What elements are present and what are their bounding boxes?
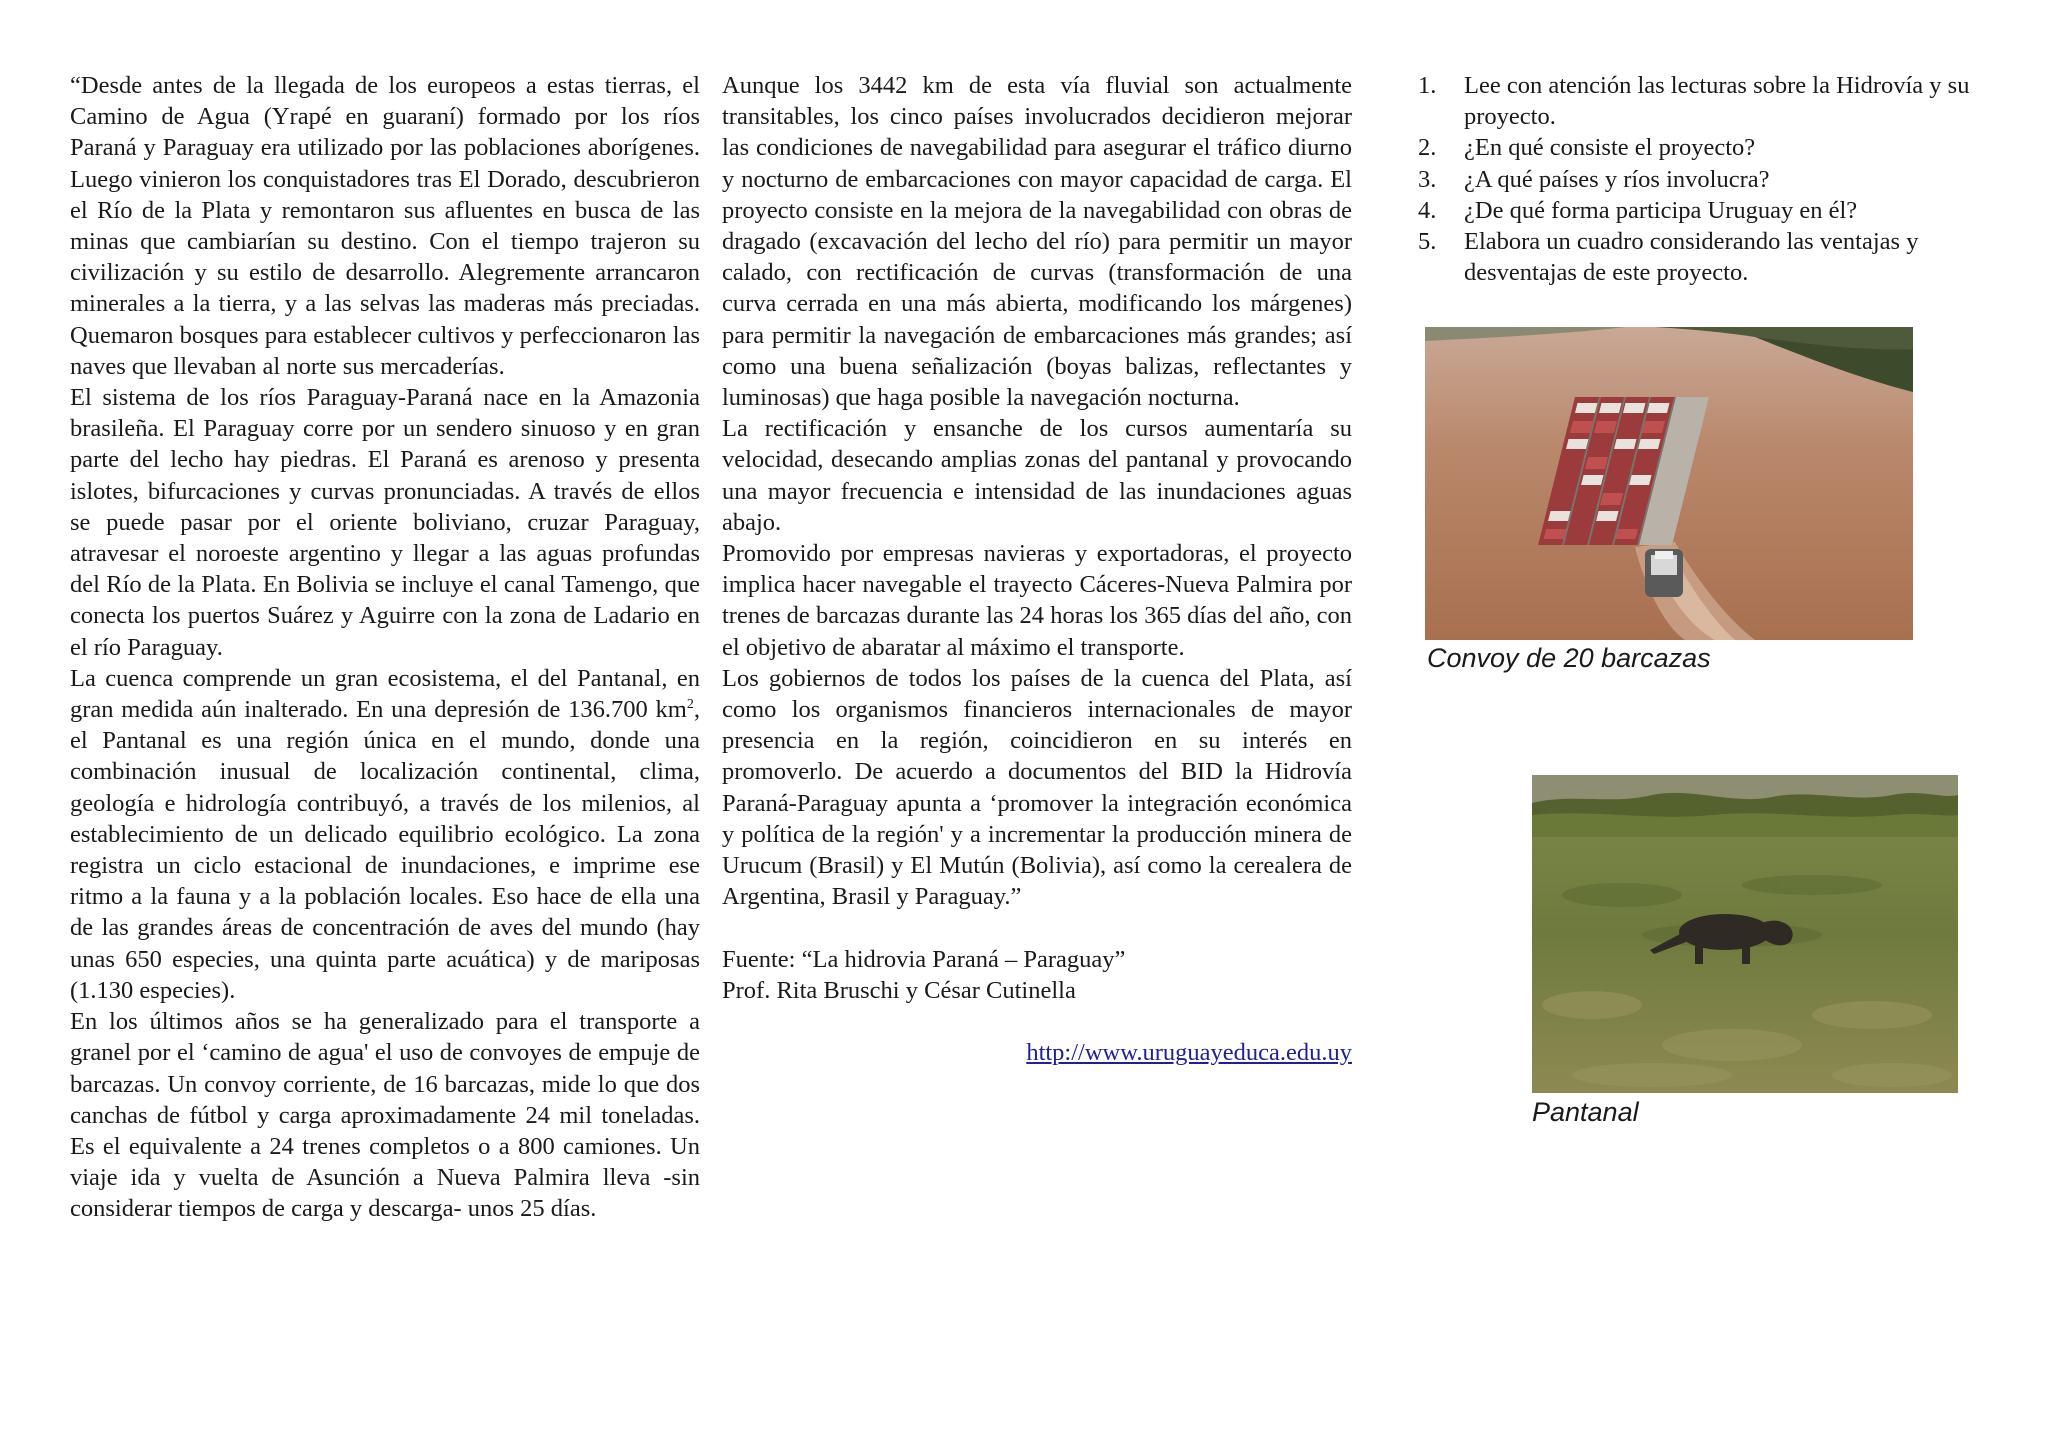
paragraph-river-system: El sistema de los ríos Paraguay-Paraná nace en la Amazonia brasileña. El Paraguay corre por un sendero sinuoso y en gran parte del lecho hay piedras. El Paraná es arenoso y presenta islotes, bifurcaciones y curvas pronunciadas. A través de ellos se puede pasar por el oriente boliviano, cruzar Paraguay, atravesar el noroeste argentino y llegar a las aguas profundas del Río de la Plata. En Bolivia se incluye el canal Tamengo, que conecta los puertos Suárez y Aguirre con la zona de Ladario en el río Paraguay. [70,384,700,661]
question-number: 5. [1418,228,1437,256]
spacer [722,912,1352,943]
pantanal-photo [1532,775,1958,1093]
superscript-squared: 2 [686,696,694,712]
paragraph-pantanal-part1: La cuenca comprende un gran ecosistema, el del Pantanal, en gran medida aún inalterado. En una depresión de 136.700 km [70,664,700,724]
question-item [1418,70,2018,132]
question-number: 2. [1418,134,1437,162]
paragraph-convoys: En los últimos años se ha generalizado para el transporte a granel por el ‘camino de agua' el uso de convoyes de empuje de barcazas. Un convoy corriente, de 16 barcazas, mide lo que dos canchas de fútbol y carga aproximadamente 24 mil toneladas. Es el equivalente a 24 trenes completos o a 800 camiones. Un viaje ida y vuelta de Asunción a Nueva Palmira lleva -sin considerar tiempos de carga y descarga- unos 25 días. [70,1008,700,1223]
convoy-illustration [1425,327,1913,640]
spacer [722,1006,1352,1037]
question-item [1418,226,2018,288]
source-link[interactable]: http://www.uruguayeduca.edu.uy [1026,1039,1352,1067]
question-number: 3. [1418,165,1437,193]
pantanal-illustration [1532,775,1958,1093]
source-authors: Prof. Rita Bruschi y César Cutinella [722,976,1076,1004]
question-text: ¿A qué países y ríos involucra? [1464,165,1770,193]
question-text: Lee con atención las lecturas sobre la Hidrovía y su proyecto. [1464,72,1970,131]
text-column-1 [70,70,700,1225]
paragraph-intro: “Desde antes de la llegada de los europeos a estas tierras, el Camino de Agua (Yrapé en guaraní) formado por los ríos Paraná y Paraguay era utilizado por las poblaciones aborígenes. Luego vinieron los conquistadores tras El Dorado, descubrieron el Río de la Plata y remontaron sus afluentes en busca de las minas que cambiarían su destino. Con el tiempo trajeron su civilización y su estilo de desarrollo. Alegremente arrancaron minerales a la tierra, y a las selvas las maderas más preciadas. Quemaron bosques para establecer cultivos y perfeccionaron las naves que llevaban al norte sus mercaderías. [70,72,700,380]
question-item [1418,195,2018,226]
pantanal-caption: Pantanal [1532,1097,1639,1127]
question-number: 1. [1418,72,1437,99]
questions-list [1418,70,2018,288]
source-link-line [722,1037,1352,1068]
convoy-caption: Convoy de 20 barcazas [1427,643,1711,673]
question-text: Elabora un cuadro considerando las ventajas y desventajas de este proyecto. [1464,228,1919,287]
question-text: ¿En qué consiste el proyecto? [1464,134,1756,162]
question-text: ¿De qué forma participa Uruguay en él? [1464,196,1858,224]
question-item [1418,132,2018,163]
paragraph-pantanal [70,663,700,1006]
convoy-photo [1425,327,1913,640]
paragraph-navigability: Aunque los 3442 km de esta vía fluvial son actualmente transitables, los cinco países involucrados decidieron mejorar las condiciones de navegabilidad para asegurar el tráfico diurno y nocturno de embarcaciones con mayor capacidad de carga. El proyecto consiste en la mejora de la navegabilidad con obras de dragado (excavación del lecho del río) para permitir un mayor calado, con rectificación de curvas (transformación de una curva cerrada en una más abierta, modificando los márgenes) para permitir la navegación de embarcaciones más grandes; así como una buena señalización (boyas balizas, reflectantes y luminosas) que haga posible la navegación nocturna. [722,72,1352,412]
paragraph-pantanal-part2: , el Pantanal es una región única en el mundo, donde una combinación inusual de localización continental, clima, geología e hidrología contribuyó, a través de los milenios, al establecimiento de un delicado equilibrio ecológico. La zona registra un ciclo estacional de inundaciones, e imprime ese ritmo a la fauna y a la población locales. Eso hace de ella una de las grandes áreas de concentración de aves del mundo (hay unas 650 especies, una quinta parte acuática) y de mariposas (1.130 especies). [70,696,700,1004]
question-item [1418,164,2018,195]
text-column-2 [722,70,1352,1068]
question-number: 4. [1418,196,1437,224]
paragraph-promoted: Promovido por empresas navieras y exportadoras, el proyecto implica hacer navegable el trayecto Cáceres-Nueva Palmira por trenes de barcazas durante las 24 horas los 365 días del año, con el objetivo de abaratar al máximo el transporte. [722,540,1352,661]
source-title: Fuente: “La hidrovia Paraná – Paraguay” [722,945,1126,973]
paragraph-rectification: La rectificación y ensanche de los cursos aumentaría su velocidad, desecando amplias zonas del pantanal y provocando una mayor frecuencia e intensidad de las inundaciones aguas abajo. [722,415,1352,536]
paragraph-governments: Los gobiernos de todos los países de la cuenca del Plata, así como los organismos financieros internacionales de mayor presencia en la región, coincidieron en su interés en promoverlo. De acuerdo a documentos del BID la Hidrovía Paraná-Paraguay apunta a ‘promover la integración económica y política de la región' y a incrementar la producción minera de Urucum (Brasil) y El Mutún (Bolivia), así como la cerealera de Argentina, Brasil y Paraguay.” [722,664,1352,911]
